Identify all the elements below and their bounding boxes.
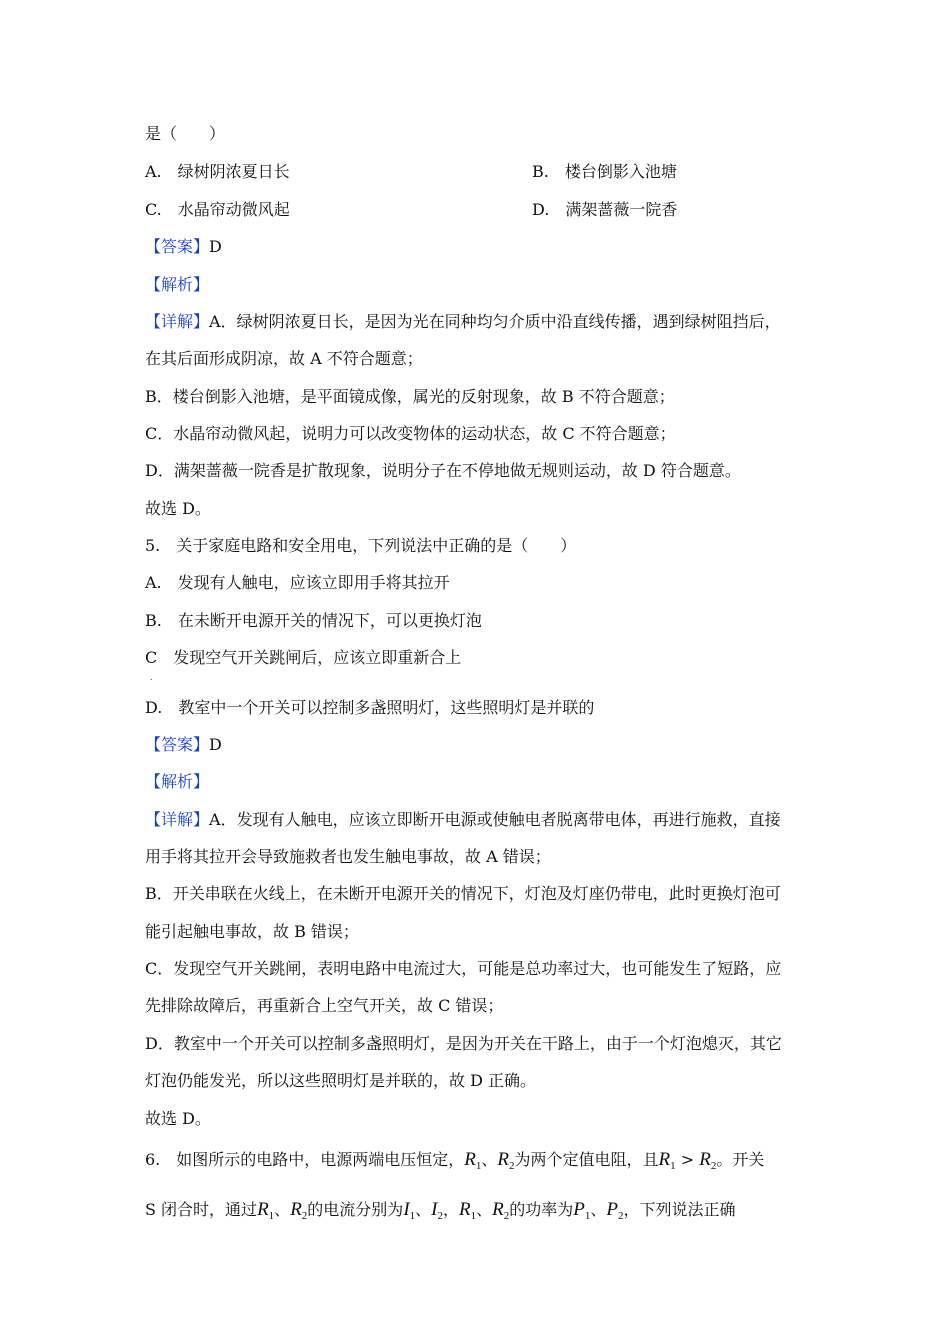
q4-choose: 故选 D。 (145, 499, 211, 518)
q6-var-r2b: $R_2$ (290, 1199, 308, 1222)
q5-detail-c-line2: 先排除故障后，再重新合上空气开关，故 C 错误； (145, 996, 504, 1015)
q6-stem-line1 (145, 1150, 764, 1176)
q4-detail-a-line1 (145, 312, 781, 332)
q4-option-c: C. 水晶帘动微风起 (145, 200, 290, 219)
q5-detail-a-line2: 用手将其拉开会导致施救者也发生触电事故，故 A 错误； (145, 847, 551, 866)
q4-answer-tag: 【答案】 (145, 237, 210, 256)
q6-gt: > (675, 1150, 700, 1169)
q5-answer-line (145, 735, 222, 755)
q4-detail-b: B．楼台倒影入池塘，是平面镜成像，属光的反射现象，故 B 不符合题意； (145, 387, 675, 406)
q6-var-r1b: $R_1$ (257, 1199, 275, 1222)
q5-detail-a-line1 (145, 810, 781, 830)
q5-detail-b-line1: B．开关串联在火线上，在未断开电源开关的情况下，灯泡及灯座仍带电，此时更换灯泡可 (145, 884, 781, 903)
q6-sep: 、 (481, 1150, 498, 1169)
q6-comma: ， (442, 1200, 459, 1219)
q5-option-b: B. 在未断开电源开关的情况下，可以更换灯泡 (145, 611, 482, 630)
q6-var-p1: $P_1$ (573, 1199, 591, 1222)
q5-detail-d-line1: D．教室中一个开关可以控制多盏照明灯，是因为开关在干路上，由于一个灯泡熄灭，其它 (145, 1034, 782, 1053)
q6-text2: 。开关 (716, 1150, 765, 1169)
q4-option-d: D. 满架蔷薇一院香 (532, 200, 678, 219)
q5-detail-c-line1: C．发现空气开关跳闸，表明电路中电流过大，可能是总功率过大，也可能发生了短路，应 (145, 959, 782, 978)
q6-var-i1: $I_1$ (403, 1199, 416, 1222)
q5-option-c-dot: . (150, 673, 153, 682)
q4-detail-d: D．满架蔷薇一院香是扩散现象，说明分子在不停地做无规则运动，故 D 符合题意。 (145, 461, 741, 480)
q6-var-p2: $P_2$ (606, 1199, 624, 1222)
q4-analysis-heading (145, 275, 209, 295)
q5-option-c: C 发现空气开关跳闸后，应该立即重新合上 (145, 648, 462, 667)
q6-l2a: S 闭合时，通过 (145, 1200, 258, 1219)
q4-option-b: B. 楼台倒影入池塘 (532, 162, 677, 181)
q6-sep5: 、 (590, 1200, 607, 1219)
q6-stem-line2 (145, 1200, 736, 1226)
q6-number-text: 6. 如图所示的电路中，电源两端电压恒定， (145, 1150, 465, 1169)
q5-analysis-tag: 【解析】 (145, 772, 210, 791)
q4-detail-tag: 【详解】 (145, 312, 210, 331)
q6-var-i2: $I_2$ (431, 1199, 443, 1222)
q5-option-d: D. 教室中一个开关可以控制多盏照明灯，这些照明灯是并联的 (145, 698, 595, 717)
q6-sep2: 、 (274, 1200, 291, 1219)
q4-stem-tail: 是（ ） (145, 124, 226, 143)
q6-l2b: 的电流分别为 (307, 1200, 404, 1219)
q4-detail-c: C．水晶帘动微风起，说明力可以改变物体的运动状态，故 C 不符合题意； (145, 424, 676, 443)
q6-var-r1c: $R_1$ (459, 1199, 477, 1222)
q4-answer-line (145, 237, 222, 257)
q6-ineq-r1: $R_1$ (658, 1149, 676, 1172)
q4-analysis-tag: 【解析】 (145, 275, 210, 294)
q4-answer-value: D (209, 237, 222, 256)
q4-detail-a1: A．绿树阴浓夏日长，是因为光在同种均匀介质中沿直线传播，遇到绿树阻挡后， (209, 312, 781, 331)
q6-var-r1: $R_1$ (464, 1149, 482, 1172)
q6-var-r2: $R_2$ (497, 1149, 515, 1172)
q5-detail-tag: 【详解】 (145, 810, 210, 829)
q6-var-r2c: $R_2$ (492, 1199, 510, 1222)
q6-text1: 为两个定值电阻，且 (514, 1150, 659, 1169)
q6-l2c: 的功率为 (509, 1200, 574, 1219)
q6-ineq-r2: $R_2$ (699, 1149, 717, 1172)
q4-detail-a-line2: 在其后面形成阴凉，故 A 不符合题意； (145, 349, 423, 368)
q6-sep3: 、 (415, 1200, 432, 1219)
q5-detail-a1: A．发现有人触电，应该立即断开电源或使触电者脱离带电体，再进行施救，直接 (209, 810, 781, 829)
q5-detail-b-line2: 能引起触电事故，故 B 错误； (145, 922, 359, 941)
q4-option-a: A. 绿树阴浓夏日长 (145, 162, 290, 181)
q6-l2d: ，下列说法正确 (623, 1200, 736, 1219)
q5-choose: 故选 D。 (145, 1109, 211, 1128)
q6-sep4: 、 (476, 1200, 493, 1219)
q5-stem: 5. 关于家庭电路和安全用电，下列说法中正确的是（ ） (145, 536, 577, 555)
q5-detail-d-line2: 灯泡仍能发光，所以这些照明灯是并联的，故 D 正确。 (145, 1071, 537, 1090)
q5-analysis-heading (145, 772, 209, 792)
q5-answer-tag: 【答案】 (145, 735, 210, 754)
q5-option-a: A. 发现有人触电，应该立即用手将其拉开 (145, 573, 450, 592)
q5-answer-value: D (209, 735, 222, 754)
